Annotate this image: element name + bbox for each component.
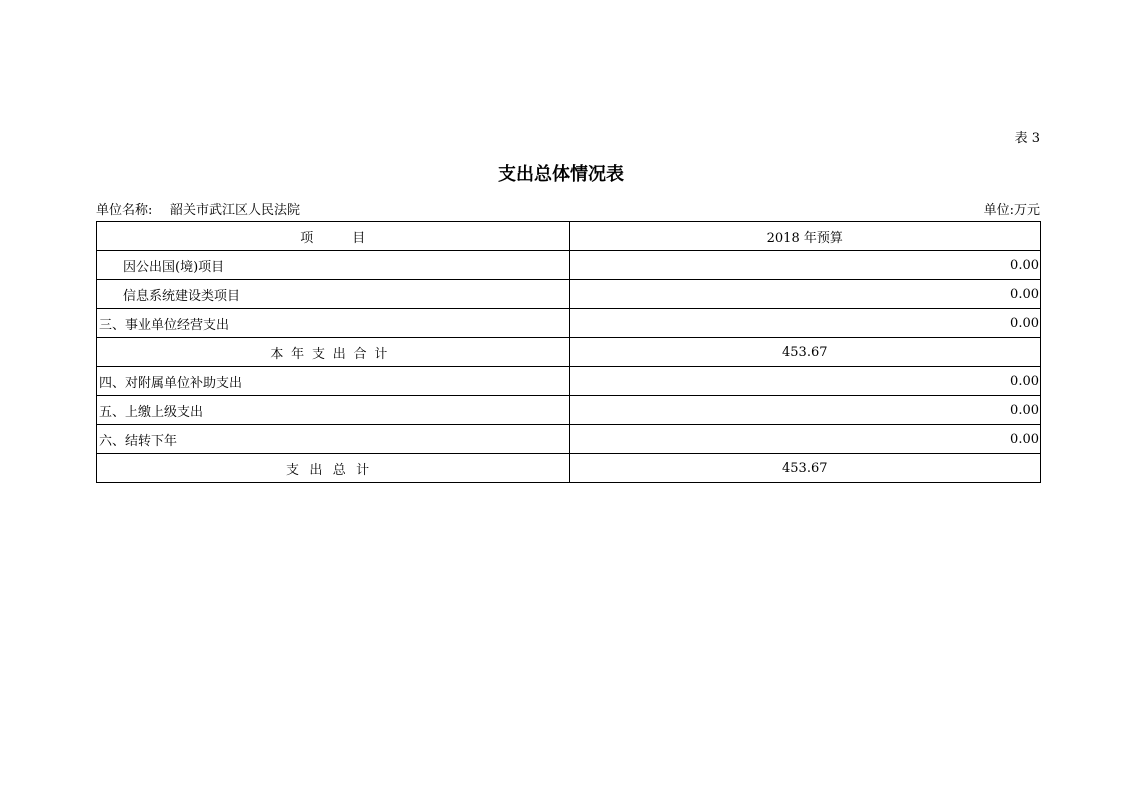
row-item: 六、结转下年 bbox=[97, 425, 570, 454]
header-budget: 2018 年预算 bbox=[569, 222, 1041, 251]
table-row bbox=[97, 280, 1041, 309]
table-number: 表 3 bbox=[1014, 131, 1040, 146]
total-row bbox=[97, 454, 1041, 483]
total-label: 支出总计 bbox=[97, 454, 570, 483]
subtotal-label: 本年支出合计 bbox=[97, 338, 570, 367]
row-item: 五、上缴上级支出 bbox=[97, 396, 570, 425]
table-row bbox=[97, 367, 1041, 396]
row-value: 0.00 bbox=[569, 280, 1041, 309]
header-row bbox=[97, 222, 1041, 251]
table-row bbox=[97, 309, 1041, 338]
subtotal-row bbox=[97, 338, 1041, 367]
unit-name-block bbox=[96, 199, 300, 218]
table-row bbox=[97, 396, 1041, 425]
document-title: 支出总体情况表 bbox=[498, 164, 624, 185]
table-row bbox=[97, 251, 1041, 280]
total-value: 453.67 bbox=[569, 454, 1041, 483]
unit-name-label: 单位名称: bbox=[96, 203, 153, 218]
row-item: 信息系统建设类项目 bbox=[97, 280, 570, 309]
row-value: 0.00 bbox=[569, 425, 1041, 454]
row-value: 0.00 bbox=[569, 396, 1041, 425]
table-row bbox=[97, 425, 1041, 454]
row-item: 四、对附属单位补助支出 bbox=[97, 367, 570, 396]
subtotal-value: 453.67 bbox=[569, 338, 1041, 367]
row-item: 因公出国(境)项目 bbox=[97, 251, 570, 280]
expenditure-table bbox=[96, 221, 1041, 483]
row-value: 0.00 bbox=[569, 251, 1041, 280]
row-value: 0.00 bbox=[569, 367, 1041, 396]
header-item: 项 目 bbox=[97, 222, 570, 251]
unit-name-value: 韶关市武江区人民法院 bbox=[170, 203, 301, 218]
row-value: 0.00 bbox=[569, 309, 1041, 338]
row-item: 三、事业单位经营支出 bbox=[97, 309, 570, 338]
currency-unit: 单位:万元 bbox=[983, 203, 1040, 218]
